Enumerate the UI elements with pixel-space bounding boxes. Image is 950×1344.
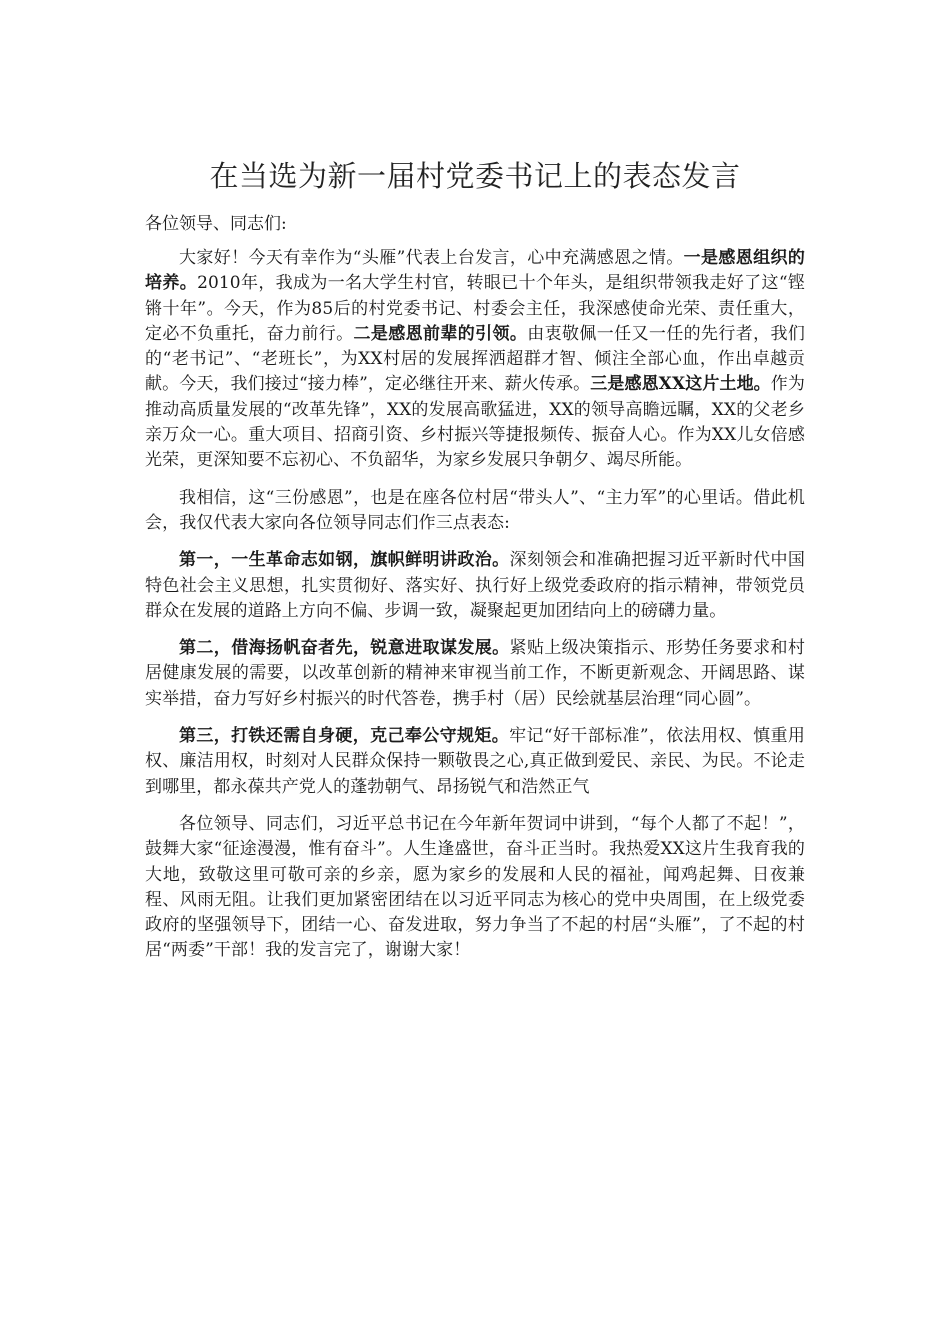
paragraph-text: 牢记“好干部标准”，依法用权、慎重用权、廉洁用权，时刻对人民群众保持一颗敬畏之心,真正做到爱民、亲民、为民。不论走到哪里，都永葆共产党人的蓬勃朝气、昂扬锐气和浩然正气 [145, 726, 805, 797]
paragraph-pledge-3 [145, 724, 805, 800]
paragraph-closing: 各位领导、同志们，习近平总书记在今年新年贺词中讲到，“每个人都了不起！”，鼓舞大家“征途漫漫，惟有奋斗”。人生逢盛世，奋斗正当时。我热爱XX这片生我育我的大地，致敬这里可敬可亲的乡亲，愿为家乡的发展和人民的福祉，闻鸡起舞、日夜兼程、风雨无阻。让我们更加紧密团结在以习近平同志为核心的党中央周围，在上级党委政府的坚强领导下，团结一心、奋发进取，努力争当了不起的村居“头雁”，了不起的村居“两委”干部！我的发言完了，谢谢大家！ [145, 813, 805, 961]
paragraph-text: 紧贴上级决策指示、形势任务要求和村居健康发展的需要，以改革创新的精神来审视当前工作，不断更新观念、开阔思路、谋实举措，奋力写好乡村振兴的时代答卷，携手村（居）民绘就基层治理“同心圆”。 [145, 638, 805, 709]
paragraph-gratitude [145, 246, 805, 474]
document-body [145, 246, 805, 976]
paragraph-pledge-2 [145, 636, 805, 712]
paragraph-text: 2010年，我成为一名大学生村官，转眼已十个年头，是组织带领我走好了这“铿锵十年”。今天，作为85后的村党委书记、村委会主任，我深感使命光荣、责任重大，定必不负重托，奋力前行。 [145, 273, 805, 344]
document-title: 在当选为新一届村党委书记上的表态发言 [209, 159, 741, 193]
salutation: 各位领导、同志们: [145, 214, 287, 234]
paragraph-text: 大家好！今天有幸作为“头雁”代表上台发言，心中充满感恩之情。 [179, 248, 684, 268]
paragraph-intro-pledges: 我相信，这“三份感恩”，也是在座各位村居“带头人”、“主力军”的心里话。借此机会，我仅代表大家向各位领导同志们作三点表态: [145, 487, 805, 533]
paragraph-text: 作为推动高质量发展的“改革先锋”，XX的发展高歌猛进，XX的领导高瞻远瞩，XX的父老乡亲万众一心。重大项目、招商引资、乡村振兴等捷报频传、振奋人心。作为XX儿女倍感光荣，更深知要不忘初心、不负韶华，为家乡发展只争朝夕、竭尽所能。 [145, 374, 806, 471]
bold-heading: 第三，打铁还需自身硬，克己奉公守规矩。 [179, 726, 510, 747]
bold-heading: 三是感恩XX这片土地。 [590, 374, 771, 395]
paragraph-text: 深刻领会和准确把握习近平新时代中国特色社会主义思想，扎实贯彻好、落实好、执行好上级党委政府的指示精神，带领党员群众在发展的道路上方向不偏、步调一致，凝聚起更加团结向上的磅礴力量。 [145, 550, 805, 621]
bold-heading: 一是感恩组织的培养。 [145, 248, 805, 294]
bold-heading: 二是感恩前辈的引领。 [353, 323, 528, 344]
bold-heading: 第一，一生革命志如钢，旗帜鲜明讲政治。 [179, 550, 510, 571]
paragraph-text: 由衷敬佩一任又一任的先行者，我们的“老书记”、“老班长”，为XX村居的发展挥洒超群才智、倾注全部心血，作出卓越贡献。今天，我们接过“接力棒”，定必继往开来、薪火传承。 [145, 323, 806, 395]
bold-heading: 第二，借海扬帆奋者先，锐意进取谋发展。 [179, 638, 510, 659]
paragraph-pledge-1 [145, 548, 805, 624]
